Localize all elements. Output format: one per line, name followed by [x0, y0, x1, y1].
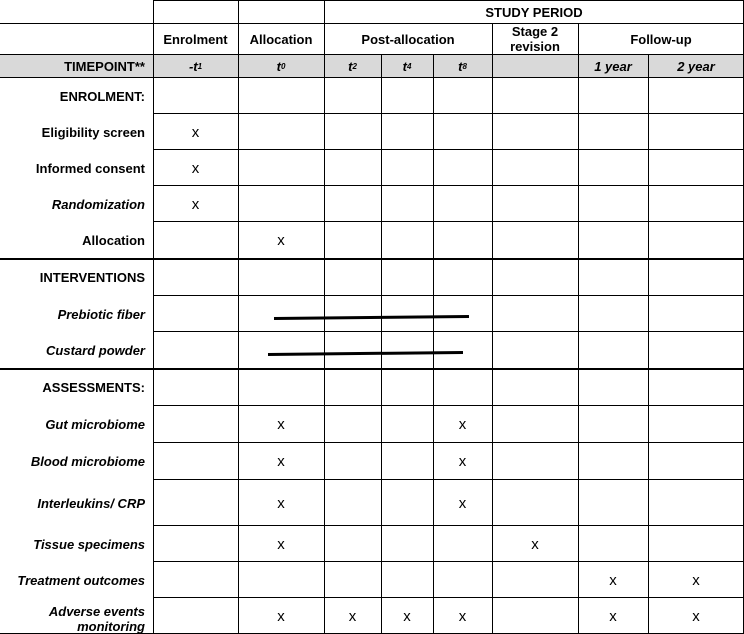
stage2-line2: revision: [510, 39, 560, 54]
assessments-section-label: ASSESSMENTS:: [42, 380, 145, 395]
mark-gut-t8: x: [458, 416, 467, 433]
grid-line: [153, 479, 744, 480]
grid-line: [153, 295, 744, 296]
timepoint-t4: t 4: [402, 58, 412, 74]
timepoint-t-minus1: -t 1: [188, 58, 203, 74]
mark-eligibility-enrolment: x: [191, 123, 200, 141]
interventions-section-label: INTERVENTIONS: [39, 270, 145, 285]
treatment-outcomes-label: Treatment outcomes: [17, 572, 145, 588]
grid-line: [153, 597, 744, 598]
timepoint-label: TIMEPOINT**: [64, 58, 145, 74]
mark-blood-t0: x: [277, 453, 285, 470]
mark-treatment-1year: x: [609, 571, 617, 589]
grid-line: [238, 0, 239, 634]
mark-adverse-1year: x: [609, 607, 617, 625]
mark-randomization-enrolment: x: [191, 195, 200, 213]
tissue-specimens-label: Tissue specimens: [33, 536, 145, 552]
mark-tissue-stage2: x: [531, 535, 539, 553]
enrolment-section-label: ENROLMENT:: [59, 88, 145, 104]
allocation-row-label: Allocation: [82, 233, 145, 248]
mark-allocation-t0: x: [277, 232, 285, 249]
timepoint-t0: t 0: [276, 58, 286, 74]
mark-interleukins-t8: x: [458, 494, 467, 512]
interleukins-crp-label: Interleukins/ CRP: [37, 495, 145, 511]
grid-line: [153, 221, 744, 222]
mark-adverse-t0: x: [277, 607, 285, 625]
grid-line: [324, 0, 325, 634]
enrolment-header: Enrolment: [163, 31, 228, 47]
adverse-events-label: [0, 598, 153, 634]
prebiotic-fiber-label: Prebiotic fiber: [57, 306, 145, 322]
follow-up-header: Follow-up: [630, 31, 692, 47]
mark-blood-t8: x: [458, 453, 467, 470]
mark-adverse-t8: x: [458, 607, 467, 625]
stage2-revision-header: [492, 24, 578, 54]
grid-line: [381, 54, 382, 634]
grid-line: [153, 561, 744, 562]
timepoint-t2: t 2: [348, 58, 357, 74]
grid-line: [153, 442, 744, 443]
prebiotic-fiber-duration-bar: [274, 315, 469, 320]
grid-line: [0, 23, 744, 24]
mark-adverse-t4: x: [403, 607, 411, 625]
grid-line: [153, 149, 744, 150]
grid-line: [153, 525, 744, 526]
mark-consent-enrolment: x: [191, 159, 200, 177]
randomization-label: Randomization: [51, 196, 145, 212]
grid-line: [492, 24, 493, 634]
mark-adverse-2year: x: [692, 607, 700, 625]
grid-line: [153, 0, 154, 634]
mark-tissue-t0: x: [277, 535, 285, 553]
mark-interleukins-t0: x: [277, 494, 285, 512]
informed-consent-label: Informed consent: [35, 160, 145, 176]
blood-microbiome-label: Blood microbiome: [30, 454, 145, 469]
mark-treatment-2year: x: [692, 571, 700, 589]
post-allocation-header: Post-allocation: [361, 31, 455, 47]
allocation-header: Allocation: [249, 31, 313, 47]
timepoint-1-year: 1 year: [594, 58, 632, 74]
grid-line: [0, 77, 744, 78]
grid-line: [153, 0, 744, 1]
study-period-header: STUDY PERIOD: [485, 4, 583, 20]
grid-line: [153, 113, 744, 114]
stage2-line1: Stage 2: [511, 24, 559, 39]
adverse-events-line2: monitoring: [77, 619, 145, 634]
grid-line: [153, 331, 744, 332]
timepoint-2-year: 2 year: [677, 58, 715, 74]
grid-line-thick: [0, 368, 744, 370]
adverse-events-line1: Adverse events: [48, 604, 145, 619]
mark-adverse-t2: x: [348, 607, 357, 625]
grid-line: [433, 54, 434, 634]
eligibility-screen-label: Eligibility screen: [41, 124, 145, 140]
gut-microbiome-label: Gut microbiome: [45, 417, 145, 432]
custard-powder-label: Custard powder: [46, 343, 145, 358]
grid-line: [578, 24, 579, 634]
grid-line-thick: [0, 258, 744, 260]
timepoint-t8: t 8: [458, 58, 467, 74]
grid-line: [153, 185, 744, 186]
grid-line: [648, 54, 649, 634]
mark-gut-t0: x: [277, 416, 285, 433]
grid-line: [0, 54, 744, 55]
grid-line: [153, 405, 744, 406]
